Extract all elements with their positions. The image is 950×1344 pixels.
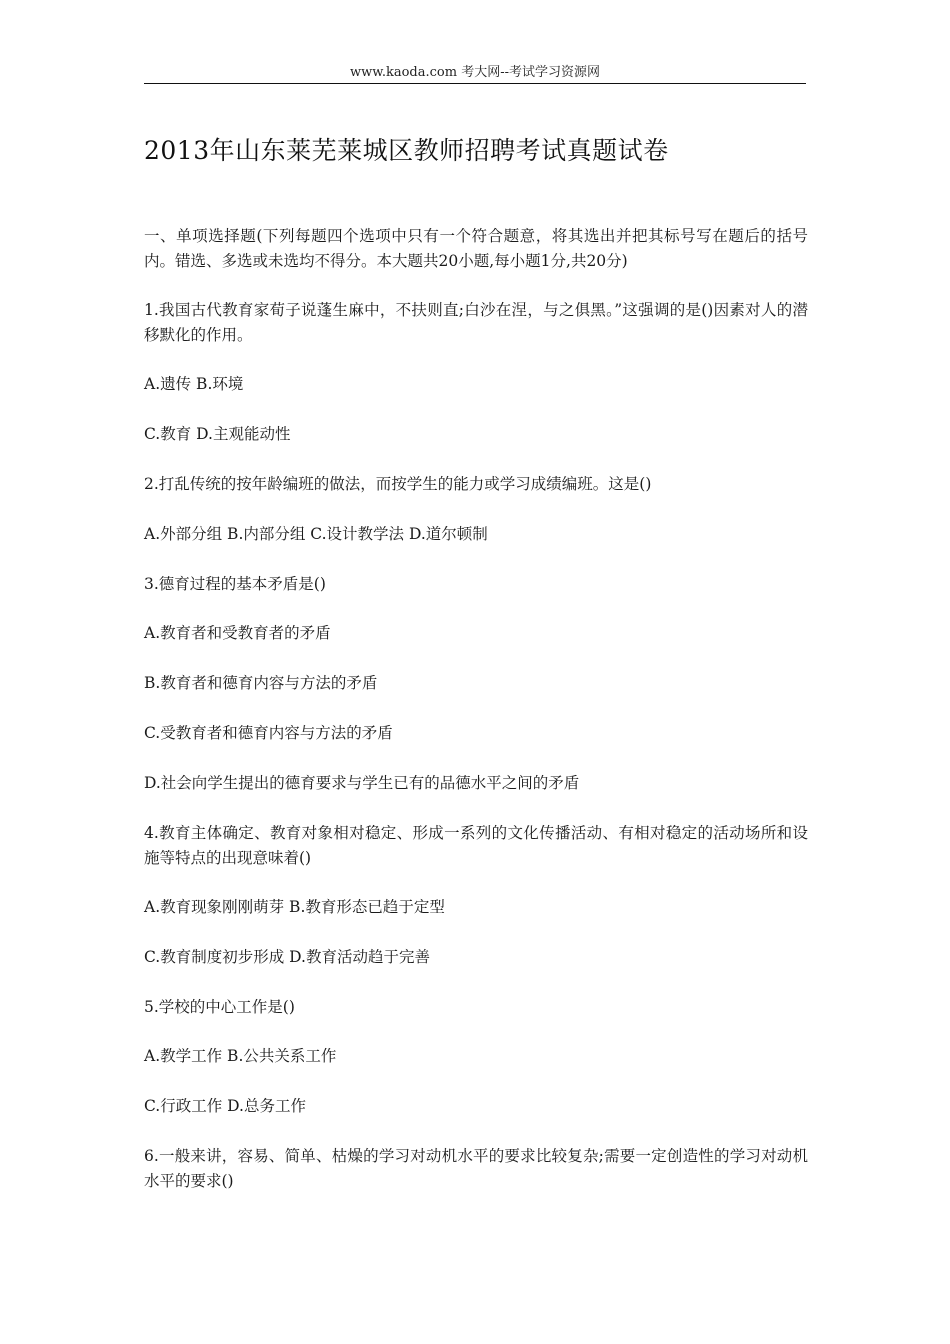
question-5-options-ab: A.教学工作 B.公共关系工作: [144, 1047, 337, 1065]
question-1: 1.我国古代教育家荀子说蓬生麻中，不扶则直;白沙在涅，与之俱黑。”这强调的是()因素对人的潜移默化的作用。: [144, 301, 808, 344]
question-3-option-a: A.教育者和受教育者的矛盾: [144, 624, 331, 642]
question-3: 3.德育过程的基本矛盾是(): [144, 575, 326, 593]
question-4-options-ab: A.教育现象刚刚萌芽 B.教育形态已趋于定型: [144, 898, 445, 916]
question-3-option-b: B.教育者和德育内容与方法的矛盾: [144, 674, 378, 692]
document-title: 2013年山东莱芜莱城区教师招聘考试真题试卷: [144, 136, 669, 165]
question-4: 4.教育主体确定、教育对象相对稳定、形成一系列的文化传播活动、有相对稳定的活动场所和设施等特点的出现意味着(): [144, 824, 808, 867]
question-2-options: A.外部分组 B.内部分组 C.设计教学法 D.道尔顿制: [144, 525, 488, 543]
question-2: 2.打乱传统的按年龄编班的做法，而按学生的能力或学习成绩编班。这是(): [144, 475, 652, 493]
question-5: 5.学校的中心工作是(): [144, 998, 295, 1016]
page-header: www.kaoda.com 考大网--考试学习资源网: [350, 65, 600, 80]
question-1-options-ab: A.遗传 B.环境: [144, 375, 244, 393]
question-1-options-cd: C.教育 D.主观能动性: [144, 425, 291, 443]
question-3-option-d: D.社会向学生提出的德育要求与学生已有的品德水平之间的矛盾: [144, 774, 580, 792]
question-6: 6.一般来讲，容易、简单、枯燥的学习对动机水平的要求比较复杂;需要一定创造性的学习对动机水平的要求(): [144, 1147, 808, 1190]
question-4-options-cd: C.教育制度初步形成 D.教育活动趋于完善: [144, 948, 430, 966]
question-5-options-cd: C.行政工作 D.总务工作: [144, 1097, 306, 1115]
question-3-option-c: C.受教育者和德育内容与方法的矛盾: [144, 724, 393, 742]
section-instructions: 一、单项选择题(下列每题四个选项中只有一个符合题意，将其选出并把其标号写在题后的括号内。错选、多选或未选均不得分。本大题共20小题,每小题1分,共20分): [144, 227, 808, 270]
header-divider: [144, 83, 806, 84]
